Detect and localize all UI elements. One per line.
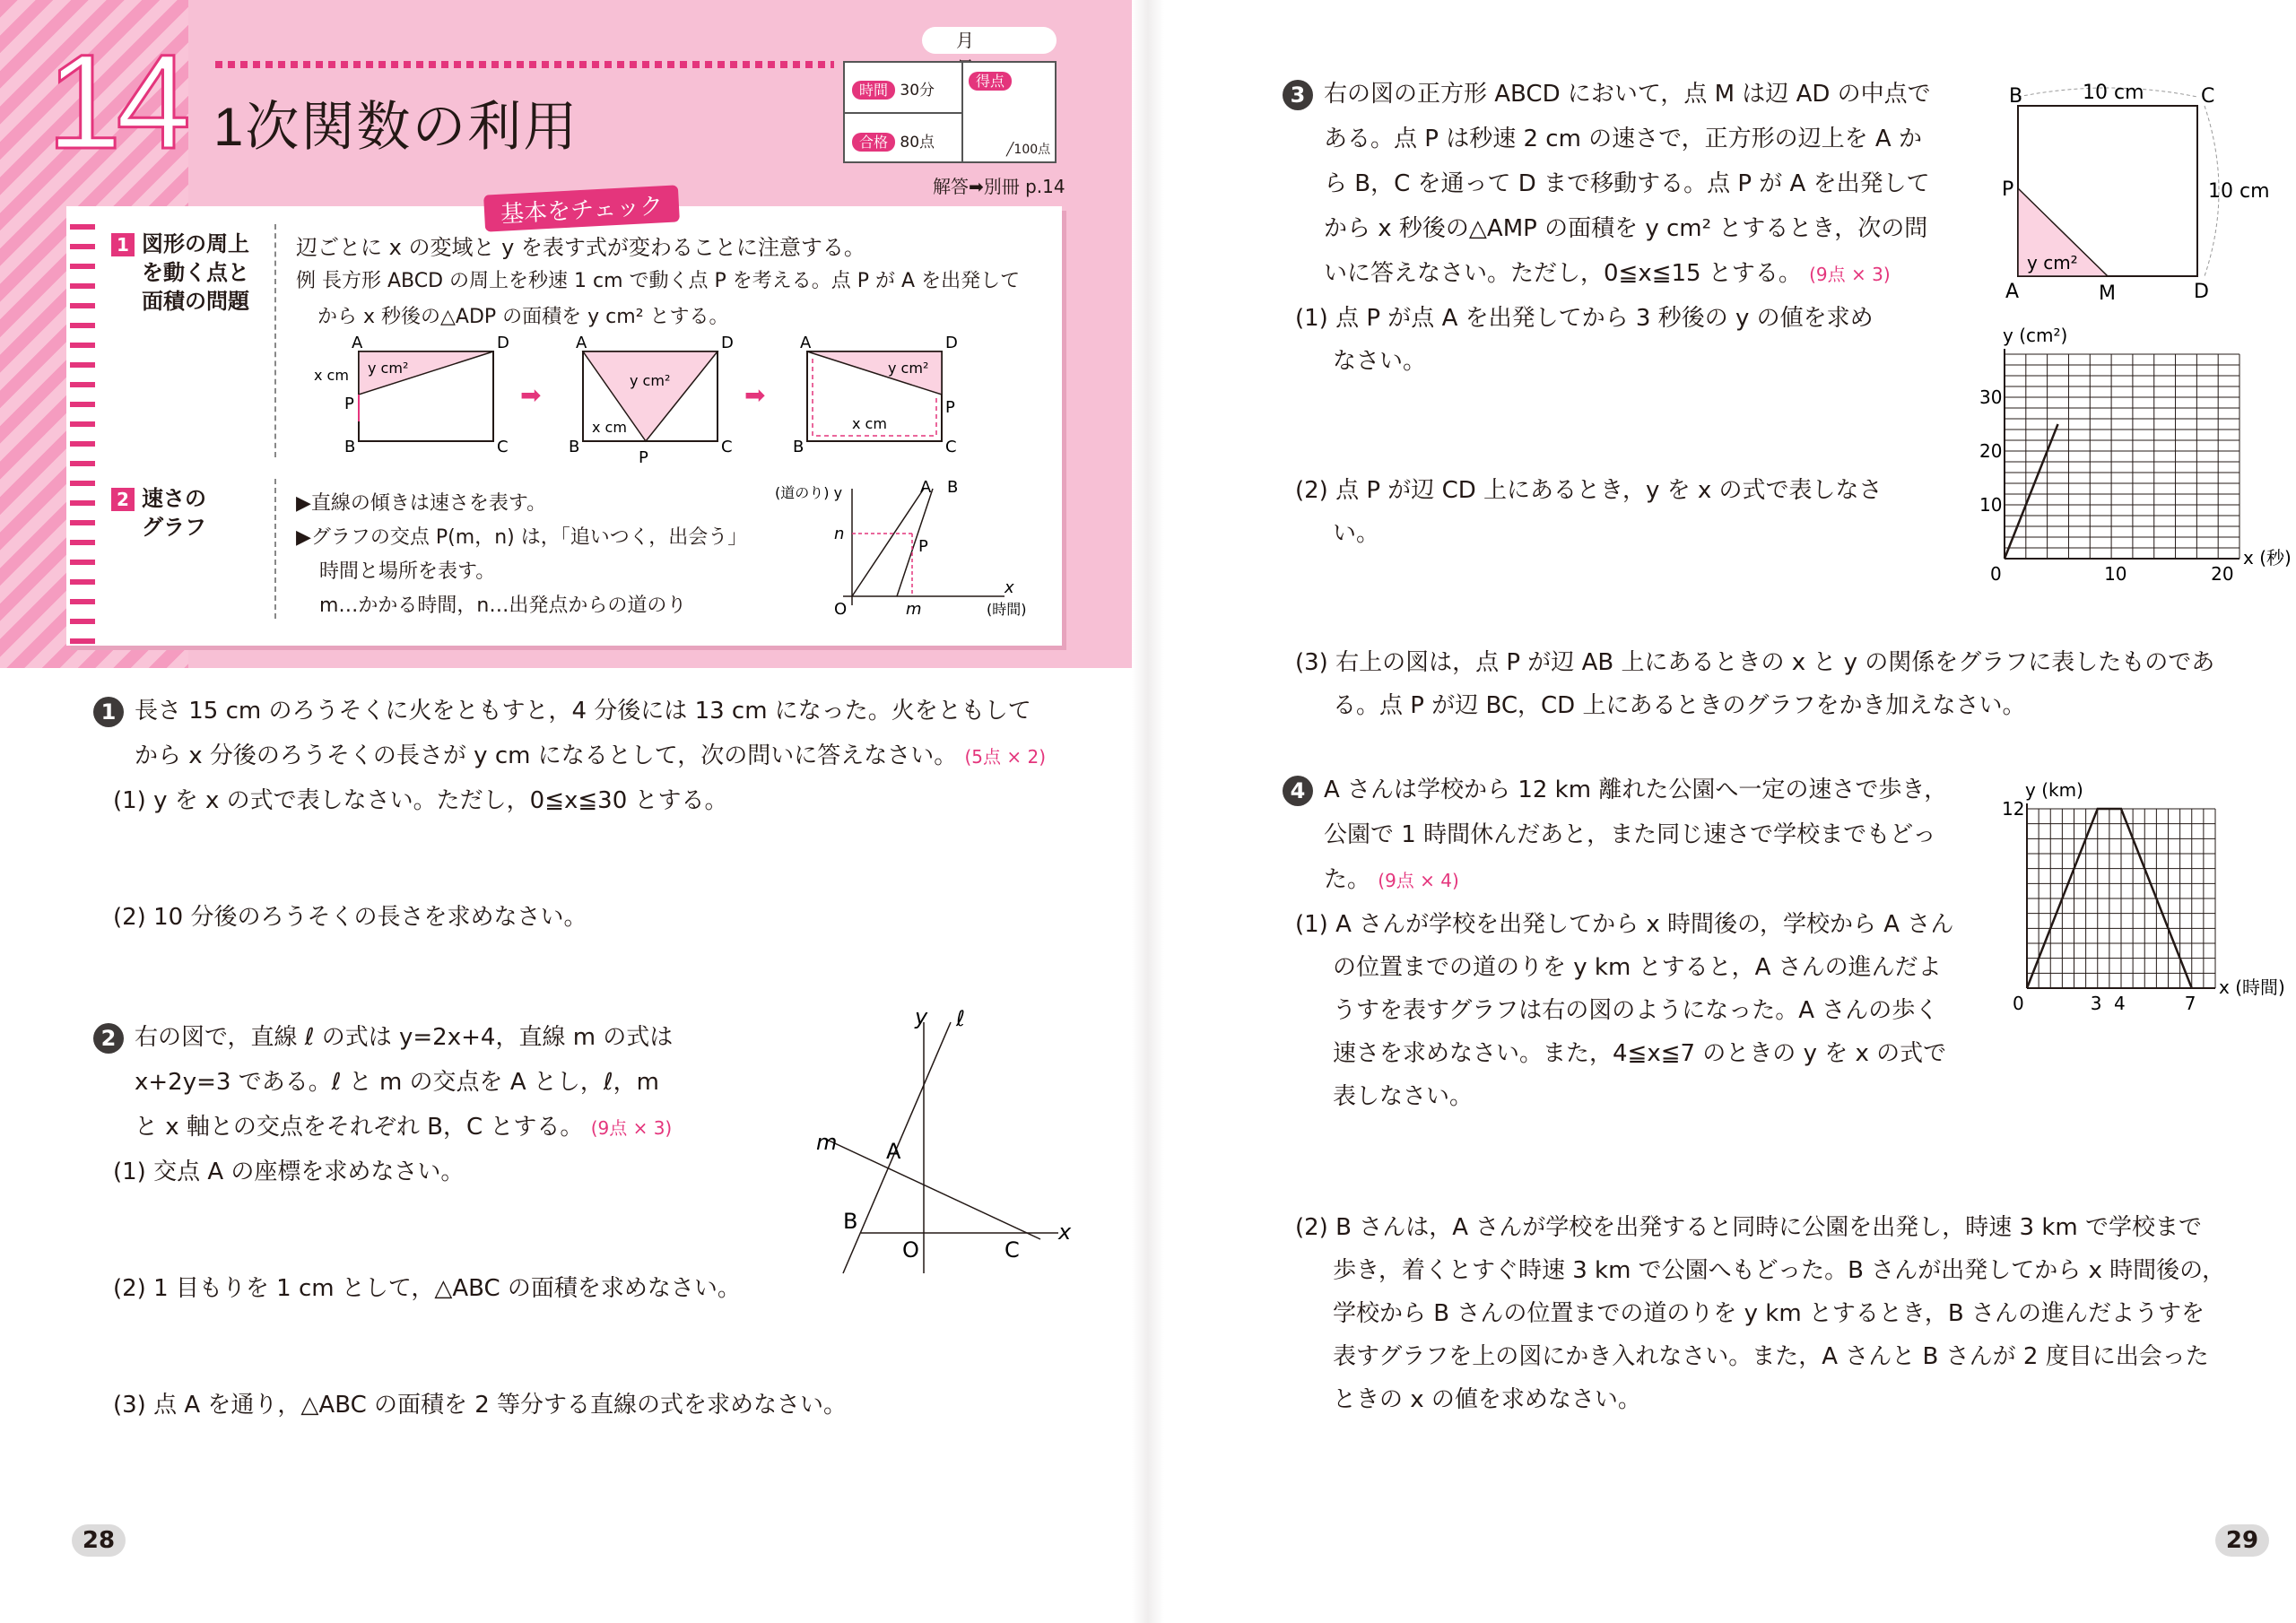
d3-label-b: B bbox=[793, 438, 804, 456]
q2-label-a: A bbox=[886, 1139, 901, 1164]
q4-sub-2-line-3: 学校から B さんの位置までの道のりを y km とするとき，B さんの進んだようすを bbox=[1333, 1300, 2205, 1327]
y-axis-label: y (cm²) bbox=[2003, 325, 2068, 346]
y-tick-label: 12 bbox=[2002, 798, 2025, 820]
q3-sub-1-line-2: なさい。 bbox=[1333, 348, 1427, 375]
q3-stem-5: いに答えなさい。ただし，0≦x≦15 とする。 (9点 × 3) bbox=[1324, 260, 1891, 287]
q3-points: (9点 × 3) bbox=[1809, 264, 1891, 285]
q4-sub-2-line-1: (2) B さんは，A さんが学校を出発すると同時に公園を出発し，時速 3 km で学校まで bbox=[1295, 1214, 2202, 1241]
d2-label-y: y cm² bbox=[630, 372, 671, 389]
check-item-2-line-4: m…かかる時間，n…出発点からの道のり bbox=[319, 595, 687, 617]
q3-label-c: C bbox=[2201, 85, 2215, 108]
q4-sub-1-line-3: うすを表すグラフは右の図のようになった。A さんの歩く bbox=[1333, 997, 1939, 1024]
x-tick-label: 10 bbox=[2104, 563, 2127, 585]
q3-label-a: A bbox=[2005, 281, 2020, 303]
x-axis-label: x (秒) bbox=[2243, 547, 2292, 568]
q4-sub-1-line-4: 速さを求めなさい。また，4≦x≦7 のときの y を x の式で bbox=[1333, 1040, 1947, 1067]
d2-label-b: B bbox=[569, 438, 580, 456]
d3-label-d: D bbox=[945, 334, 958, 352]
q2-stem-1: 2 右の図で，直線 ℓ の式は y=2x+4，直線 m の式は bbox=[93, 1019, 673, 1054]
check-item-1-line-3: から x 秒後の△ADP の面積を y cm² とする。 bbox=[317, 306, 729, 328]
check-item-2-line-3: 時間と場所を表す。 bbox=[319, 560, 496, 583]
d2-label-a: A bbox=[576, 334, 587, 352]
q3-sub-3-line-1: (3) 右上の図は，点 P が辺 AB 上にあるときの x と y の関係をグラフに表したものであ bbox=[1295, 649, 2215, 676]
q2-label-l: ℓ bbox=[956, 1006, 965, 1031]
y-tick-label: 10 bbox=[1979, 494, 2003, 516]
rectangle-diagrams bbox=[305, 332, 1004, 466]
x-tick-label: 20 bbox=[2211, 563, 2234, 585]
q2-stem-2: x+2y=3 である。ℓ と m の交点を A とし，ℓ，m bbox=[135, 1069, 659, 1096]
q3-label-d: D bbox=[2194, 281, 2209, 303]
q3-square-figure bbox=[1982, 70, 2270, 312]
speed-graph bbox=[771, 478, 1058, 619]
check-item-1-line-2: 例 長方形 ABCD の周上を秒速 1 cm で動く点 P を考える。点 P が A を出発して bbox=[296, 270, 1021, 292]
q2-label-y: y bbox=[915, 1004, 928, 1029]
d3-label-p: P bbox=[945, 398, 955, 417]
q4-sub-1-line-2: の位置までの道のりを y km とすると，A さんの進んだよ bbox=[1333, 954, 1942, 981]
date-field[interactable] bbox=[922, 27, 1057, 54]
d3-label-a: A bbox=[800, 334, 812, 352]
x-tick-label: 3 bbox=[2090, 993, 2102, 1014]
unit-number: 14 bbox=[47, 26, 186, 177]
y-axis-label: y (km) bbox=[2025, 779, 2083, 801]
q3-label-p: P bbox=[2002, 178, 2014, 201]
q4-stem-1: 4 A さんは学校から 12 km 離れた公園へ一定の速さで歩き， bbox=[1283, 771, 1947, 806]
check-item-1-number: 1 bbox=[111, 233, 135, 256]
pass-tag: 合格 bbox=[852, 133, 895, 152]
q4-number: 4 bbox=[1283, 776, 1313, 806]
q2-sub-2: (2) 1 目もりを 1 cm として，△ABC の面積を求めなさい。 bbox=[113, 1275, 741, 1302]
q4-sub-2-line-4: 表すグラフを上の図にかき入れなさい。また，A さんと B さんが 2 度目に出会った bbox=[1333, 1343, 2209, 1370]
d1-label-a: A bbox=[352, 334, 363, 352]
check-item-1-line-1: 辺ごとに x の変域と y を表す式が変わることに注意する。 bbox=[296, 235, 865, 260]
speed-x-unit: (時間) bbox=[987, 601, 1027, 618]
month-label: 月 bbox=[956, 30, 974, 51]
x-tick-label: 7 bbox=[2184, 993, 2196, 1014]
q4-sub-1-line-5: 表しなさい。 bbox=[1333, 1083, 1474, 1110]
check-divider-1 bbox=[274, 224, 276, 457]
time-tag: 時間 bbox=[852, 81, 895, 100]
q3-stem-2: ある。点 P は秒速 2 cm の速さで，正方形の辺上を A か bbox=[1324, 126, 1922, 152]
d1-label-b: B bbox=[344, 438, 356, 456]
q3-sub-1-line-1: (1) 点 P が点 A を出発してから 3 秒後の y の値を求め bbox=[1295, 305, 1874, 332]
data-line bbox=[2005, 424, 2058, 559]
page-number-right: 29 bbox=[2215, 1524, 2269, 1557]
score-max: ╱100点 bbox=[1006, 143, 1051, 157]
q3-graph bbox=[1919, 318, 2292, 592]
check-title: 基本をチェック bbox=[483, 185, 680, 231]
speed-y-label: (道のり) y bbox=[775, 484, 843, 501]
arrow-right-1: ➡ bbox=[520, 380, 542, 410]
speed-a: A bbox=[920, 478, 932, 497]
q1-points: (5点 × 2) bbox=[964, 746, 1046, 768]
answer-reference: 解答➡別冊 p.14 bbox=[933, 176, 1065, 197]
q2-stem-3: と x 軸との交点をそれぞれ B，C とする。 (9点 × 3) bbox=[135, 1114, 673, 1141]
q1-stem-2: から x 分後のろうそくの長さが y cm になるとして，次の問いに答えなさい。 (5点 × 2) bbox=[135, 742, 1046, 769]
q4-sub-2-line-5: ときの x の値を求めなさい。 bbox=[1333, 1386, 1641, 1413]
check-item-2-number: 2 bbox=[111, 488, 135, 511]
speed-x: x bbox=[1004, 578, 1014, 597]
q2-points: (9点 × 3) bbox=[590, 1117, 673, 1139]
d2-label-c: C bbox=[721, 438, 733, 456]
speed-n: n bbox=[834, 525, 845, 543]
q4-stem-3: た。 bbox=[1324, 866, 1371, 893]
q2-label-m: m bbox=[816, 1130, 838, 1155]
page-number-left: 28 bbox=[72, 1524, 126, 1557]
title-dotted-bar bbox=[215, 61, 834, 68]
q2-label-o: O bbox=[902, 1237, 919, 1263]
d3-label-x: x cm bbox=[852, 415, 887, 432]
q3-sub-2-line-1: (2) 点 P が辺 CD 上にあるとき，y を x の式で表しなさ bbox=[1295, 477, 1883, 504]
q2-sub-1: (1) 交点 A の座標を求めなさい。 bbox=[113, 1159, 465, 1185]
spiral-binding bbox=[70, 224, 95, 646]
q1-stem-1: 1 長さ 15 cm のろうそくに火をともすと，4 分後には 13 cm になった。火をともして bbox=[93, 692, 1031, 727]
arrow-right-2: ➡ bbox=[744, 380, 766, 410]
q3-label-side: 10 cm bbox=[2208, 180, 2270, 203]
q2-sub-3: (3) 点 A を通り，△ABC の面積を 2 等分する直線の式を求めなさい。 bbox=[113, 1392, 848, 1419]
score-box bbox=[843, 61, 1057, 163]
x-tick-label: 0 bbox=[1990, 563, 2002, 585]
q3-stem-3: ら B，C を通って D まで移動する。点 P が A を出発して bbox=[1324, 170, 1930, 197]
q2-label-x: x bbox=[1058, 1219, 1072, 1245]
speed-b: B bbox=[947, 478, 959, 497]
q2-figure bbox=[798, 1004, 1085, 1291]
q1-number: 1 bbox=[93, 697, 124, 727]
d1-label-p: P bbox=[344, 395, 354, 413]
check-item-2-line-2: ▶グラフの交点 P(m，n) は，「追いつく，出会う」 bbox=[296, 526, 748, 549]
speed-m: m bbox=[906, 600, 922, 619]
q4-points: (9点 × 4) bbox=[1378, 870, 1459, 891]
pass-value: 80点 bbox=[900, 134, 935, 152]
q2-label-b: B bbox=[843, 1209, 858, 1234]
q3-sub-3-line-2: る。点 P が辺 BC，CD 上にあるときのグラフをかき加えなさい。 bbox=[1333, 692, 2026, 719]
check-item-2-heading: 2 速さの グラフ bbox=[111, 484, 206, 542]
y-tick-label: 20 bbox=[1979, 440, 2003, 462]
check-item-2-line-1: ▶直線の傾きは速さを表す。 bbox=[296, 492, 547, 515]
d3-label-y: y cm² bbox=[888, 360, 929, 377]
time-value: 30分 bbox=[900, 82, 935, 100]
d1-label-y: y cm² bbox=[368, 360, 409, 377]
q3-label-m: M bbox=[2099, 282, 2116, 305]
check-item-1-heading: 1 図形の周上 を動く点と 面積の問題 bbox=[111, 230, 249, 316]
q1-sub-2: (2) 10 分後のろうそくの長さを求めなさい。 bbox=[113, 904, 587, 931]
d1-label-d: D bbox=[497, 334, 509, 352]
q3-number: 3 bbox=[1283, 80, 1313, 110]
d1-label-x: x cm bbox=[314, 367, 349, 384]
d2-label-x: x cm bbox=[592, 419, 627, 436]
check-divider-2 bbox=[274, 479, 276, 619]
x-axis-label: x (時間) bbox=[2219, 976, 2285, 998]
d1-label-c: C bbox=[497, 438, 509, 456]
q3-label-top: 10 cm bbox=[2083, 82, 2144, 104]
q4-sub-2-line-2: 歩き，着くとすぐ時速 3 km で公園へもどった。B さんが出発してから x 時間後の， bbox=[1333, 1257, 2226, 1284]
q3-label-b: B bbox=[2009, 85, 2023, 108]
right-page bbox=[1148, 0, 2296, 1623]
q4-sub-1-line-1: (1) A さんが学校を出発してから x 時間後の，学校から A さん bbox=[1295, 911, 1954, 938]
q3-sub-2-line-2: い。 bbox=[1333, 520, 1380, 547]
q3-label-y: y cm² bbox=[2027, 252, 2078, 273]
score-tag: 得点 bbox=[969, 72, 1012, 91]
q4-graph bbox=[1982, 769, 2285, 1056]
q1-sub-1: (1) y を x の式で表しなさい。ただし，0≦x≦30 とする。 bbox=[113, 787, 728, 814]
speed-o: O bbox=[834, 600, 848, 619]
d2-label-p: P bbox=[639, 448, 648, 467]
q3-stem-1: 3 右の図の正方形 ABCD において，点 M は辺 AD の中点で bbox=[1283, 75, 1931, 110]
x-tick-label: 0 bbox=[2013, 993, 2024, 1014]
speed-p: P bbox=[918, 537, 928, 556]
x-tick-label: 4 bbox=[2114, 993, 2126, 1014]
q4-stem-2: 公園で 1 時間休んだあと，また同じ速さで学校までもどっ bbox=[1324, 821, 1936, 848]
page-title: 1次関数の利用 bbox=[213, 97, 579, 157]
y-tick-label: 30 bbox=[1979, 386, 2003, 408]
q2-number: 2 bbox=[93, 1023, 124, 1054]
q3-stem-4: から x 秒後の△AMP の面積を y cm² とするとき，次の問 bbox=[1324, 215, 1928, 242]
d2-label-d: D bbox=[721, 334, 734, 352]
d3-label-c: C bbox=[945, 438, 957, 456]
q2-label-c: C bbox=[1004, 1237, 1020, 1263]
